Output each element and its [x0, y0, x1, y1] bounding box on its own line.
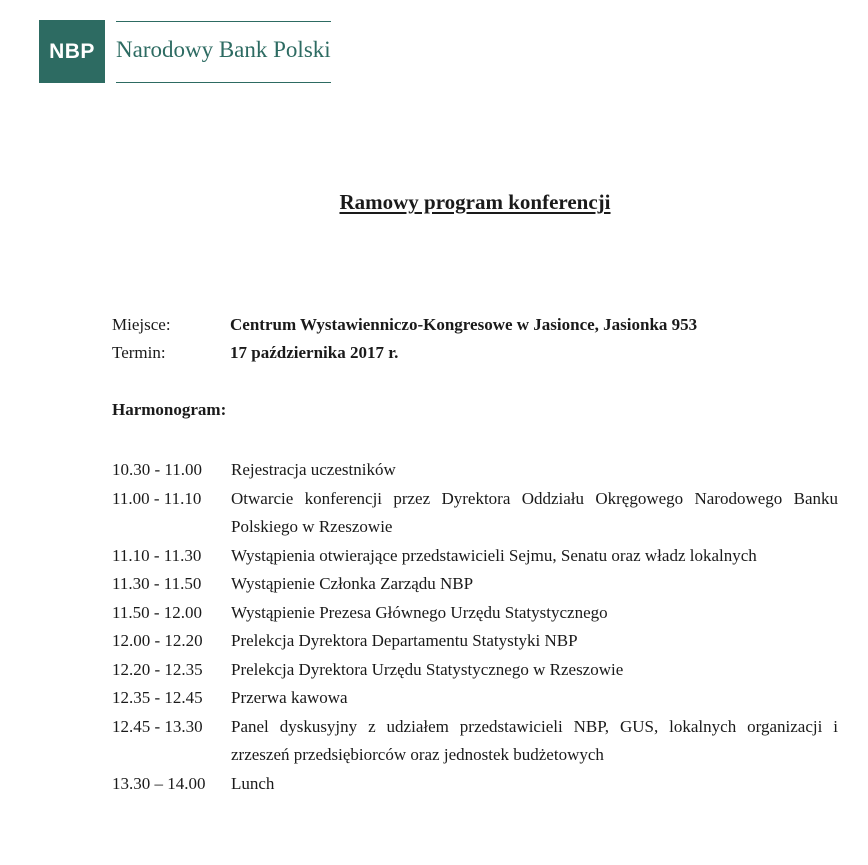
schedule-row	[112, 656, 838, 685]
schedule-time: 11.30 - 11.50	[112, 574, 202, 593]
logo-abbreviation: NBP	[49, 39, 95, 63]
schedule-row	[112, 542, 838, 571]
nbp-logo	[39, 20, 105, 83]
schedule-time: 11.50 - 12.00	[112, 602, 203, 622]
schedule-description: Wystąpienie Prezesa Głównego Urzędu Statystycznego	[231, 602, 608, 622]
schedule-row	[112, 770, 838, 799]
date-value: 17 października 2017 r.	[230, 343, 399, 362]
schedule-time: 10.30 - 11.00	[112, 460, 203, 479]
schedule-time: 11.00 - 11.10	[112, 488, 202, 508]
schedule-description: Wystąpienie Członka Zarządu NBP	[231, 574, 474, 593]
schedule-description: Prelekcja Dyrektora Urzędu Statystycznego w Rzeszowie	[231, 659, 624, 679]
schedule-row	[112, 485, 838, 542]
schedule-list	[112, 456, 838, 798]
place-value: Centrum Wystawienniczo-Kongresowe w Jasionce, Jasionka 953	[230, 315, 698, 334]
schedule-time: 13.30 – 14.00	[112, 773, 206, 793]
schedule-row	[112, 570, 838, 599]
schedule-heading: Harmonogram:	[112, 400, 227, 419]
schedule-time: 11.10 - 11.30	[112, 545, 202, 565]
date-row	[112, 343, 398, 363]
brand-divider-bottom	[116, 82, 331, 83]
schedule-description: Przerwa kawowa	[231, 688, 348, 707]
schedule-row	[112, 627, 838, 656]
schedule-time: 12.35 - 12.45	[112, 688, 203, 707]
place-row	[112, 315, 697, 335]
schedule-description: Rejestracja uczestników	[231, 460, 396, 479]
place-label: Miejsce:	[112, 315, 171, 334]
date-label: Termin:	[112, 343, 166, 362]
schedule-time: 12.20 - 12.35	[112, 659, 203, 679]
schedule-row	[112, 713, 838, 770]
schedule-description: Wystąpienia otwierające przedstawicieli Sejmu, Senatu oraz władz lokalnych	[231, 545, 757, 565]
schedule-description: Otwarcie konferencji przez Dyrektora Oddziału Okręgowego Narodowego Banku Polskiego w Rzeszowie	[231, 488, 838, 536]
document-title-text: Ramowy program konferencji	[339, 190, 611, 214]
schedule-row	[112, 684, 838, 713]
schedule-description: Lunch	[231, 773, 275, 793]
schedule-description: Prelekcja Dyrektora Departamentu Statystyki NBP	[231, 631, 578, 650]
schedule-row	[112, 456, 838, 485]
bank-name: Narodowy Bank Polski	[116, 37, 331, 62]
document-title	[0, 190, 868, 215]
schedule-time: 12.00 - 12.20	[112, 631, 203, 650]
schedule-description: Panel dyskusyjny z udziałem przedstawicieli NBP, GUS, lokalnych organizacji i zrzeszeń przedsiębiorców oraz jednostek budżetowych	[231, 716, 838, 764]
schedule-row	[112, 599, 838, 628]
schedule-time: 12.45 - 13.30	[112, 716, 203, 736]
brand-divider-top	[116, 21, 331, 22]
